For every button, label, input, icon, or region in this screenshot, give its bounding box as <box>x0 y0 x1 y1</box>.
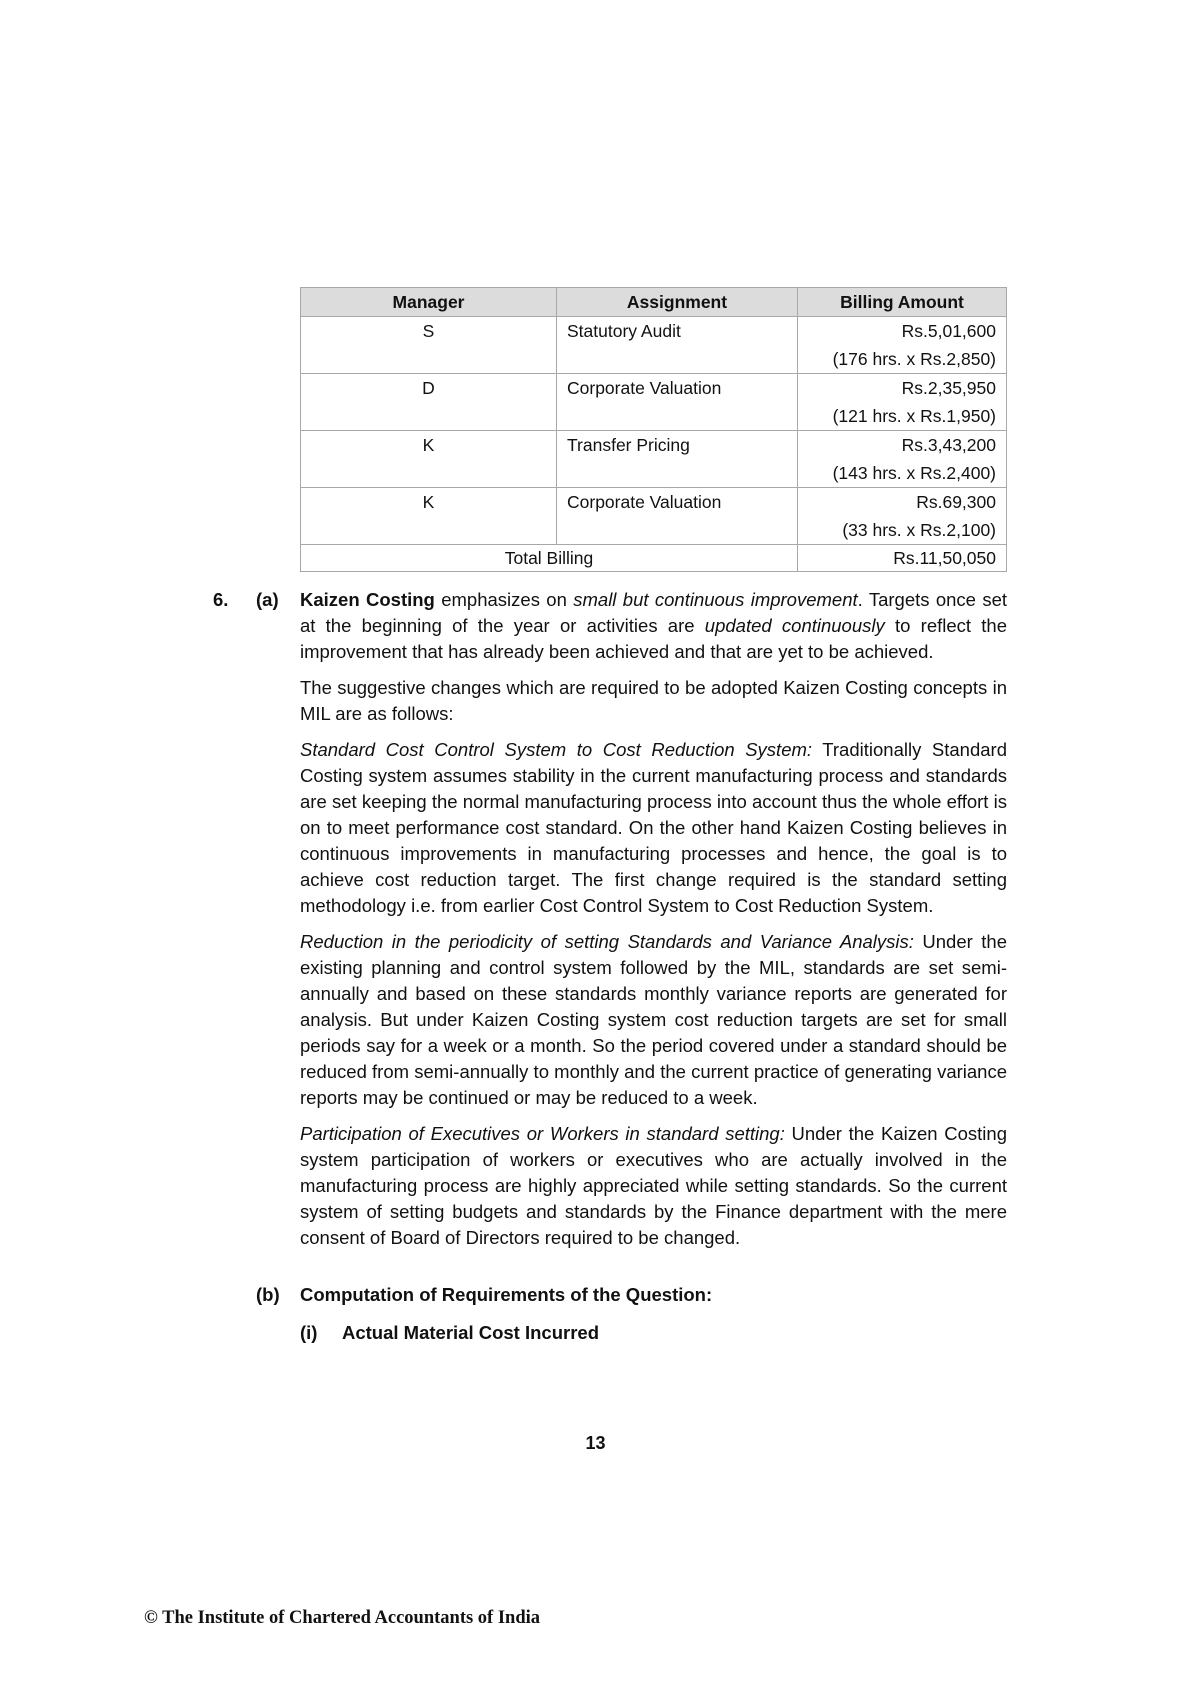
assignment-cell: Corporate Valuation <box>557 488 798 545</box>
header-manager: Manager <box>301 288 557 317</box>
header-assignment: Assignment <box>557 288 798 317</box>
table-row <box>301 431 1007 488</box>
manager-cell: D <box>301 374 557 431</box>
kaizen-intro-paragraph: Kaizen Costing emphasizes on small but continuous improvement. Targets once set at the beginning of the year or activities are updated continuously to reflect the improvement that has already been achieved and that are yet to be achieved. <box>300 589 1008 662</box>
header-billing-amount: Billing Amount <box>798 288 1007 317</box>
assignment-cell: Statutory Audit <box>557 317 798 374</box>
total-label: Total Billing <box>301 545 798 572</box>
part-b-heading: Computation of Requirements of the Question: <box>300 1284 713 1305</box>
table-row <box>301 317 1007 374</box>
part-a-label: (a) <box>256 589 279 610</box>
table-row <box>301 374 1007 431</box>
kaizen-costing-term: Kaizen Costing <box>300 589 435 610</box>
sub-i-heading: Actual Material Cost Incurred <box>342 1322 600 1343</box>
amount-cell: Rs.69,300 (33 hrs. x Rs.2,100) <box>798 488 1007 545</box>
table-header-row <box>301 288 1007 317</box>
suggestive-changes-paragraph: The suggestive changes which are required to be adopted Kaizen Costing concepts in MIL are as follows: <box>300 677 1007 724</box>
billing-table <box>300 287 1007 572</box>
footer-copyright: © The Institute of Chartered Accountants of India <box>144 1608 541 1628</box>
amount-cell: Rs.3,43,200 (143 hrs. x Rs.2,400) <box>798 431 1007 488</box>
participation-paragraph: Participation of Executives or Workers in standard setting: Under the Kaizen Costing system participation of workers or executives who are actually involved in the manufacturing process are highly appreciated while setting standards. So the current system of setting budgets and standards by the Finance department with the mere consent of Board of Directors required to be changed. <box>300 1123 1007 1248</box>
table-row <box>301 488 1007 545</box>
manager-cell: S <box>301 317 557 374</box>
manager-cell: K <box>301 431 557 488</box>
question-number: 6. <box>213 589 229 610</box>
total-amount: Rs.11,50,050 <box>798 545 1007 572</box>
part-a-body <box>300 587 1007 1261</box>
amount-cell: Rs.5,01,600 (176 hrs. x Rs.2,850) <box>798 317 1007 374</box>
page-number: 13 <box>585 1433 606 1453</box>
assignment-cell: Transfer Pricing <box>557 431 798 488</box>
part-b-label: (b) <box>256 1284 280 1305</box>
sub-i-label: (i) <box>300 1322 318 1343</box>
amount-cell: Rs.2,35,950 (121 hrs. x Rs.1,950) <box>798 374 1007 431</box>
assignment-cell: Corporate Valuation <box>557 374 798 431</box>
total-row <box>301 545 1007 572</box>
manager-cell: K <box>301 488 557 545</box>
periodicity-paragraph: Reduction in the periodicity of setting Standards and Variance Analysis: Under the existing planning and control system followed by the MIL, standards are set semi-annually and based on these standards monthly variance reports are generated for analysis. But under Kaizen Costing system cost reduction targets are set for small periods say for a week or a month. So the period covered under a standard should be reduced from semi-annually to monthly and the current practice of generating variance reports may be continued or may be reduced to a week. <box>300 931 1007 1108</box>
cost-reduction-paragraph: Standard Cost Control System to Cost Reduction System: Traditionally Standard Costing system assumes stability in the current manufacturing process and standards are set keeping the normal manufacturing process into account thus the whole effort is on to meet performance cost standard. On the other hand Kaizen Costing believes in continuous improvements in manufacturing processes and hence, the goal is to achieve cost reduction target. The first change required is the standard setting methodology i.e. from earlier Cost Control System to Cost Reduction System. <box>300 739 1007 916</box>
